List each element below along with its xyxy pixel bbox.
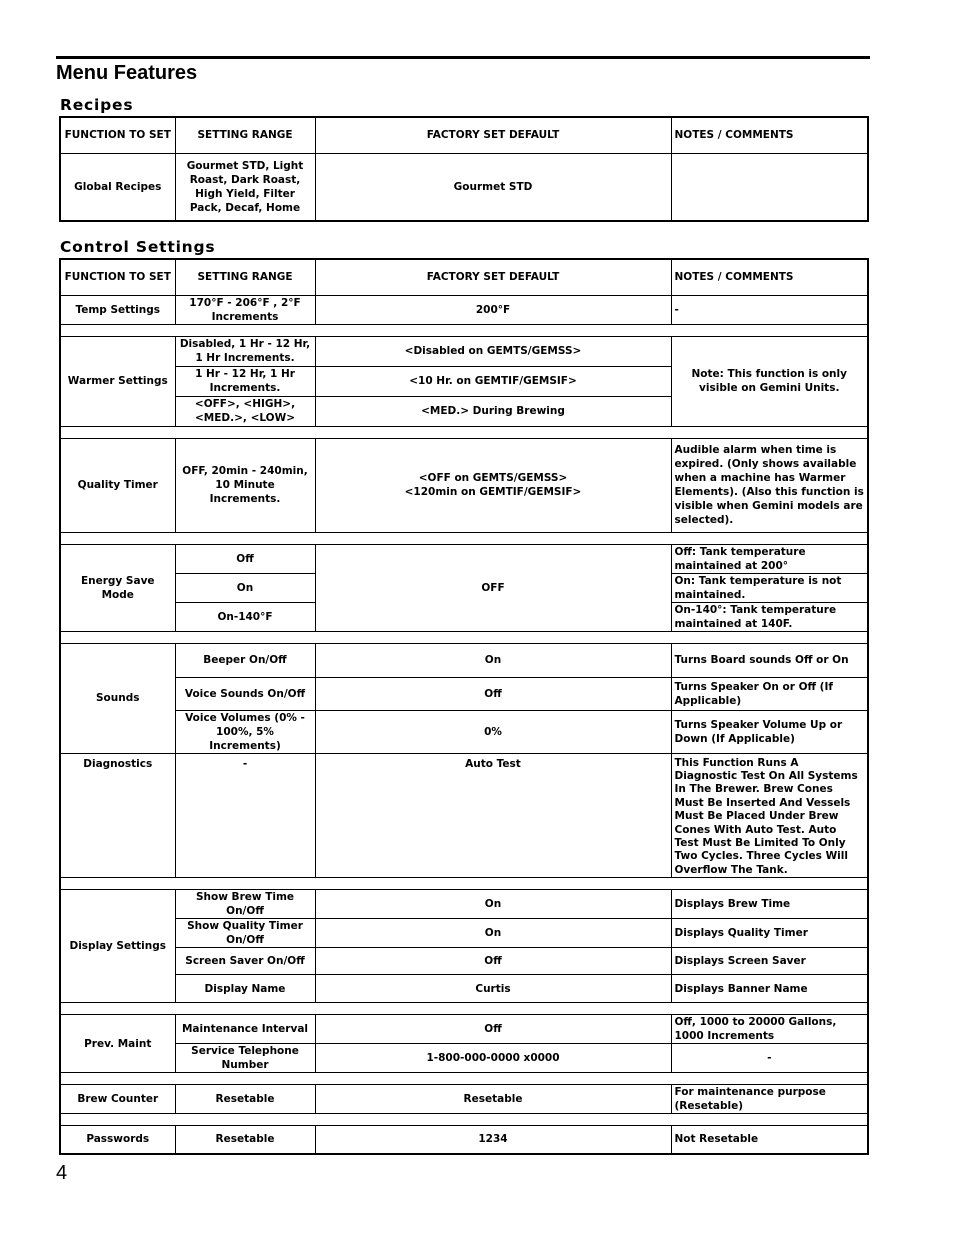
default-line-2: <120min on GEMTIF/GEMSIF> bbox=[404, 486, 582, 498]
default-cell: 1-800-000-0000 x0000 bbox=[315, 1044, 671, 1073]
control-settings-title: Control Settings bbox=[60, 238, 216, 256]
recipes-title: Recipes bbox=[60, 96, 134, 114]
range-cell: Off bbox=[175, 544, 315, 573]
function-cell: Sounds bbox=[60, 643, 175, 753]
table-row bbox=[60, 919, 868, 948]
spacer-row bbox=[60, 1073, 868, 1085]
notes-cell: Off, 1000 to 20000 Gallons, 1000 Increments bbox=[671, 1015, 868, 1044]
col-header-range: SETTING RANGE bbox=[175, 117, 315, 153]
col-header-notes: NOTES / COMMENTS bbox=[671, 259, 868, 295]
default-cell: Resetable bbox=[315, 1085, 671, 1114]
notes-cell: - bbox=[671, 295, 868, 324]
default-cell: Off bbox=[315, 948, 671, 975]
table-row bbox=[60, 643, 868, 677]
notes-cell: Off: Tank temperature maintained at 200° bbox=[671, 544, 868, 573]
table-row bbox=[60, 1085, 868, 1114]
notes-cell: Displays Screen Saver bbox=[671, 948, 868, 975]
notes-cell: Displays Banner Name bbox=[671, 975, 868, 1003]
table-row bbox=[60, 295, 868, 324]
default-cell: OFF bbox=[315, 544, 671, 631]
function-cell: Global Recipes bbox=[60, 153, 175, 221]
spacer-row bbox=[60, 1003, 868, 1015]
range-cell: 1 Hr - 12 Hr, 1 Hr Increments. bbox=[175, 366, 315, 396]
range-cell: Show Quality Timer On/Off bbox=[175, 919, 315, 948]
range-cell: Disabled, 1 Hr - 12 Hr, 1 Hr Increments. bbox=[175, 336, 315, 366]
table-row bbox=[60, 975, 868, 1003]
table-row bbox=[60, 890, 868, 919]
default-cell: <Disabled on GEMTS/GEMSS> bbox=[315, 336, 671, 366]
table-row bbox=[60, 753, 868, 878]
table-row bbox=[60, 948, 868, 975]
notes-cell: Note: This function is only visible on Gemini Units. bbox=[671, 336, 868, 426]
function-cell: Temp Settings bbox=[60, 295, 175, 324]
notes-cell: On-140°: Tank temperature maintained at 140F. bbox=[671, 602, 868, 631]
table-row bbox=[60, 1126, 868, 1154]
notes-cell: Not Resetable bbox=[671, 1126, 868, 1154]
range-cell: - bbox=[175, 753, 315, 878]
table-row bbox=[60, 1044, 868, 1073]
default-cell: Off bbox=[315, 677, 671, 710]
function-cell: Warmer Settings bbox=[60, 336, 175, 426]
notes-cell: On: Tank temperature is not maintained. bbox=[671, 573, 868, 602]
table-row bbox=[60, 153, 868, 221]
table-row bbox=[60, 677, 868, 710]
table-row bbox=[60, 438, 868, 532]
spacer-row bbox=[60, 878, 868, 890]
default-cell: <MED.> During Brewing bbox=[315, 396, 671, 426]
function-cell: Display Settings bbox=[60, 890, 175, 1003]
range-cell: Voice Volumes (0% - 100%, 5% Increments) bbox=[175, 710, 315, 753]
default-cell: Curtis bbox=[315, 975, 671, 1003]
range-cell: Show Brew Time On/Off bbox=[175, 890, 315, 919]
col-header-range: SETTING RANGE bbox=[175, 259, 315, 295]
range-cell: Screen Saver On/Off bbox=[175, 948, 315, 975]
range-cell: Gourmet STD, Light Roast, Dark Roast, High Yield, Filter Pack, Decaf, Home bbox=[175, 153, 315, 221]
function-cell: Prev. Maint bbox=[60, 1015, 175, 1073]
table-row bbox=[60, 336, 868, 366]
default-cell: On bbox=[315, 919, 671, 948]
range-cell: OFF, 20min - 240min, 10 Minute Increments. bbox=[175, 438, 315, 532]
notes-cell: Displays Brew Time bbox=[671, 890, 868, 919]
table-row bbox=[60, 710, 868, 753]
recipes-table bbox=[59, 116, 869, 222]
col-header-function: FUNCTION TO SET bbox=[60, 117, 175, 153]
range-cell: Maintenance Interval bbox=[175, 1015, 315, 1044]
range-cell: Beeper On/Off bbox=[175, 643, 315, 677]
default-cell bbox=[315, 438, 671, 532]
spacer-row bbox=[60, 426, 868, 438]
col-header-default: FACTORY SET DEFAULT bbox=[315, 117, 671, 153]
spacer-row bbox=[60, 631, 868, 643]
range-cell: Resetable bbox=[175, 1126, 315, 1154]
range-cell: 170°F - 206°F , 2°F Increments bbox=[175, 295, 315, 324]
top-rule bbox=[56, 56, 870, 59]
notes-cell: For maintenance purpose (Resetable) bbox=[671, 1085, 868, 1114]
range-cell: On bbox=[175, 573, 315, 602]
default-cell: Gourmet STD bbox=[315, 153, 671, 221]
default-cell: On bbox=[315, 890, 671, 919]
default-cell: Off bbox=[315, 1015, 671, 1044]
spacer-row bbox=[60, 324, 868, 336]
function-cell: Quality Timer bbox=[60, 438, 175, 532]
default-cell: 0% bbox=[315, 710, 671, 753]
notes-cell: Audible alarm when time is expired. (Only shows available when a machine has Warmer Elements). (Also this function is visible when Gemini models are selected). bbox=[671, 438, 868, 532]
notes-cell: Turns Speaker On or Off (If Applicable) bbox=[671, 677, 868, 710]
col-header-default: FACTORY SET DEFAULT bbox=[315, 259, 671, 295]
col-header-function: FUNCTION TO SET bbox=[60, 259, 175, 295]
spacer-row bbox=[60, 1114, 868, 1126]
table-row bbox=[60, 1015, 868, 1044]
range-cell: Voice Sounds On/Off bbox=[175, 677, 315, 710]
page-title: Menu Features bbox=[56, 62, 198, 84]
range-cell: Resetable bbox=[175, 1085, 315, 1114]
page-number: 4 bbox=[56, 1162, 68, 1184]
function-cell: Diagnostics bbox=[60, 753, 175, 878]
spacer-row bbox=[60, 532, 868, 544]
notes-cell: This Function Runs A Diagnostic Test On All Systems In The Brewer. Brew Cones Must Be Inserted And Vessels Must Be Placed Under Brew Cones With Auto Test. Auto Test Must Be Limited To Only Two Cycles. Three Cycles Will Overflow The Tank. bbox=[671, 753, 868, 878]
range-cell: Service Telephone Number bbox=[175, 1044, 315, 1073]
table-row bbox=[60, 544, 868, 573]
range-cell: On-140°F bbox=[175, 602, 315, 631]
default-cell: <10 Hr. on GEMTIF/GEMSIF> bbox=[315, 366, 671, 396]
notes-cell: Turns Board sounds Off or On bbox=[671, 643, 868, 677]
range-cell: Display Name bbox=[175, 975, 315, 1003]
function-cell: Brew Counter bbox=[60, 1085, 175, 1114]
control-settings-table bbox=[59, 258, 869, 1155]
default-cell: On bbox=[315, 643, 671, 677]
default-cell: 1234 bbox=[315, 1126, 671, 1154]
default-cell: Auto Test bbox=[315, 753, 671, 878]
notes-cell: Turns Speaker Volume Up or Down (If Applicable) bbox=[671, 710, 868, 753]
notes-cell bbox=[671, 153, 868, 221]
range-cell: <OFF>, <HIGH>, <MED.>, <LOW> bbox=[175, 396, 315, 426]
notes-cell: - bbox=[671, 1044, 868, 1073]
default-line-1: <OFF on GEMTS/GEMSS> bbox=[418, 472, 568, 484]
col-header-notes: NOTES / COMMENTS bbox=[671, 117, 868, 153]
default-cell: 200°F bbox=[315, 295, 671, 324]
notes-cell: Displays Quality Timer bbox=[671, 919, 868, 948]
function-cell: Passwords bbox=[60, 1126, 175, 1154]
function-cell: Energy Save Mode bbox=[60, 544, 175, 631]
